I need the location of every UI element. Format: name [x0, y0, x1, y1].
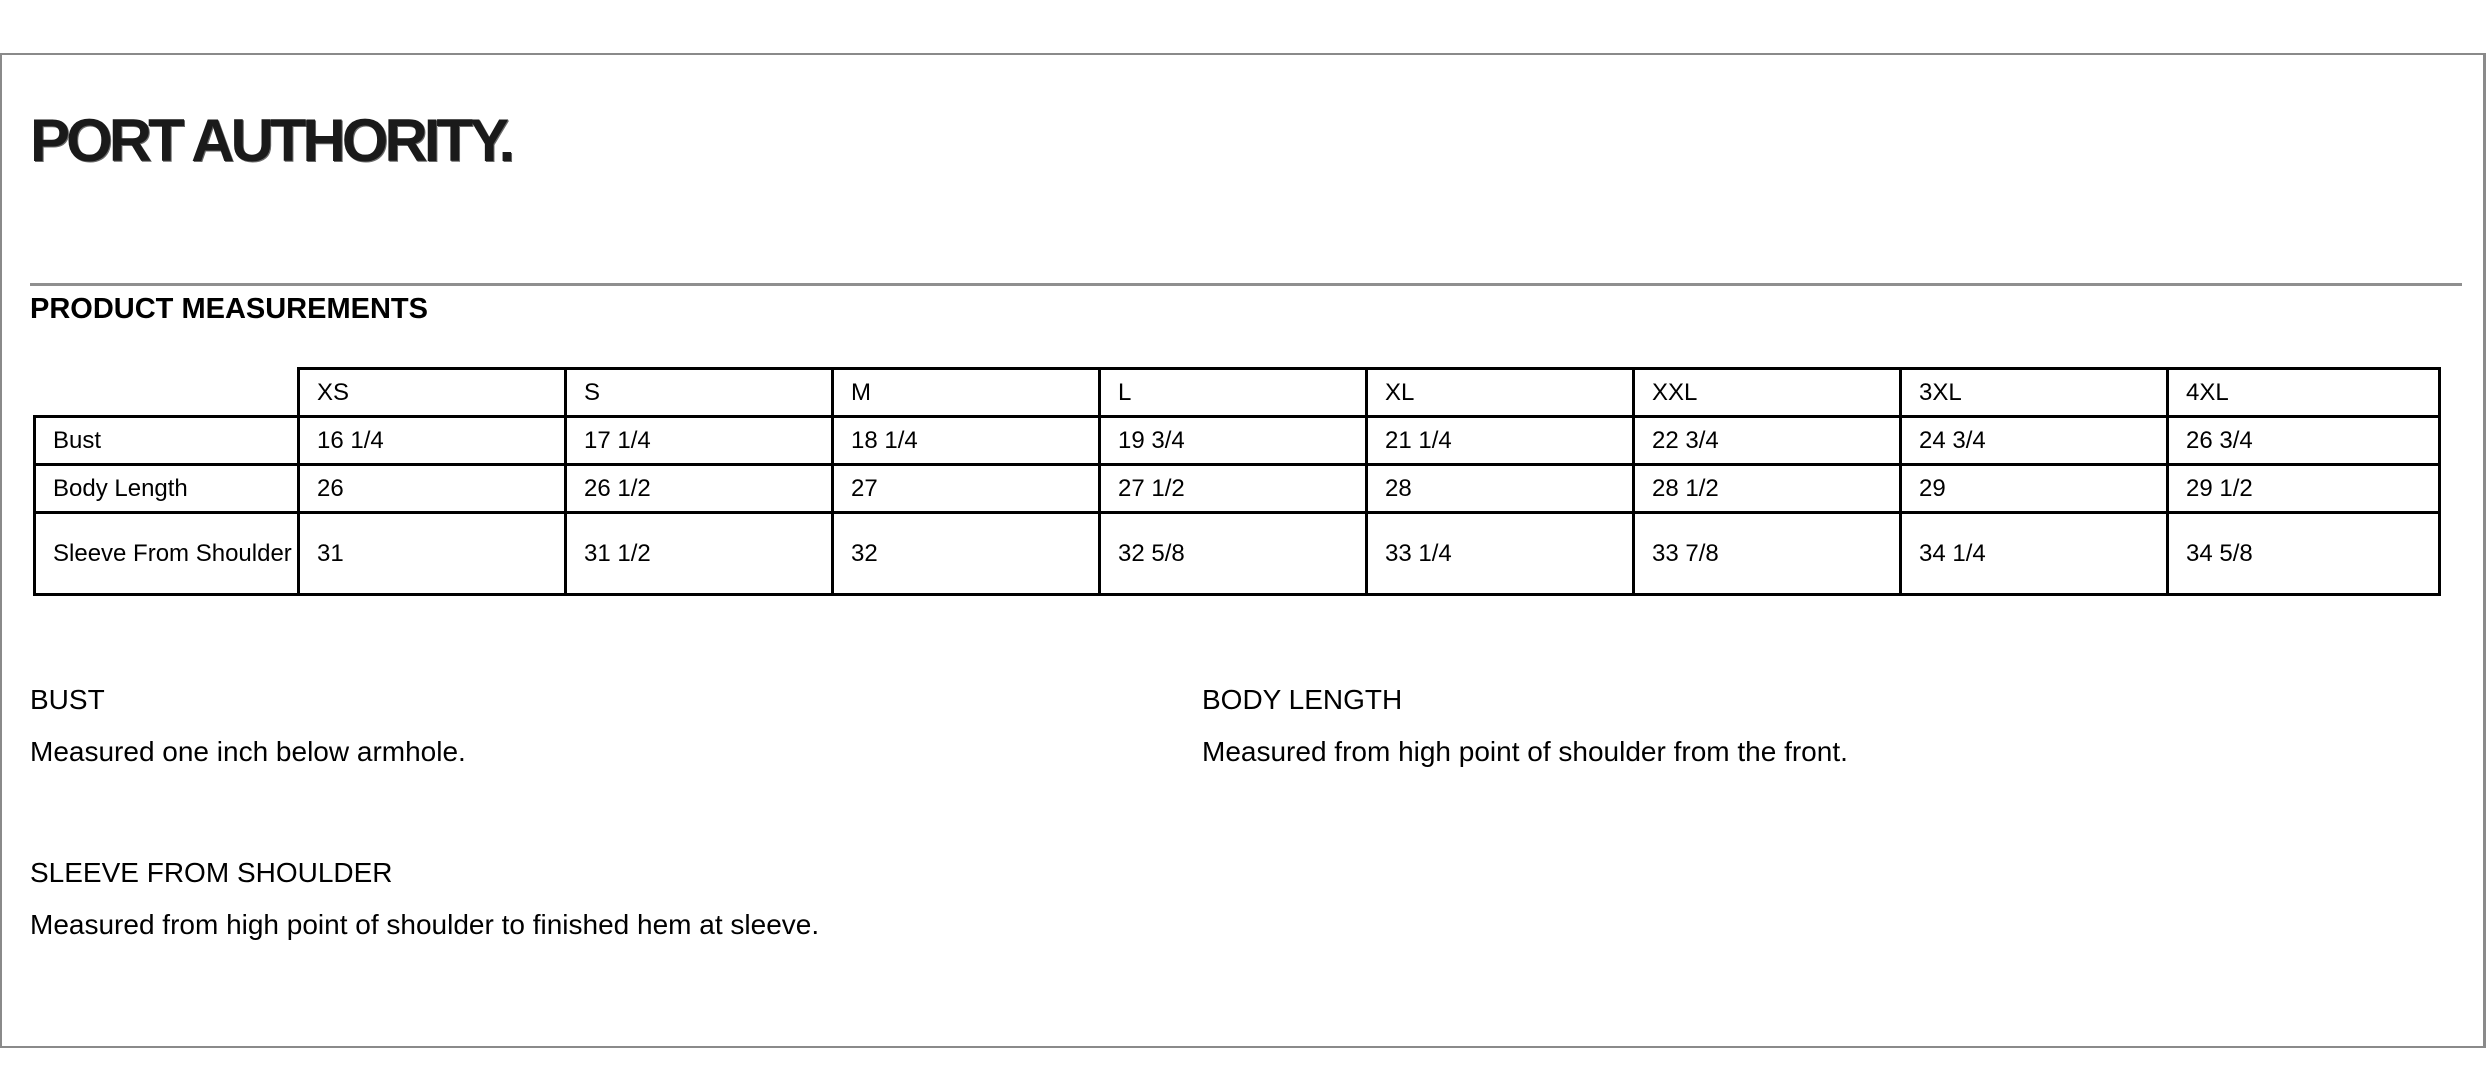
table-row	[35, 465, 2440, 513]
size-header-cell: S	[566, 369, 833, 417]
divider	[30, 283, 2462, 286]
size-header-cell: M	[833, 369, 1100, 417]
value-cell: 16 1/4	[299, 417, 566, 465]
value-cell: 34 1/4	[1901, 513, 2168, 595]
value-cell: 26 3/4	[2168, 417, 2440, 465]
value-cell: 27 1/2	[1100, 465, 1367, 513]
value-cell: 32	[833, 513, 1100, 595]
section-title: PRODUCT MEASUREMENTS	[30, 293, 428, 325]
measurements-table	[33, 367, 2441, 596]
value-cell: 27	[833, 465, 1100, 513]
table-row	[35, 417, 2440, 465]
body-length-definition-text: Measured from high point of shoulder from the front.	[1202, 736, 1848, 767]
value-cell: 33 7/8	[1634, 513, 1901, 595]
row-label-cell: Sleeve From Shoulder	[35, 513, 299, 595]
measurement-sheet	[0, 53, 2486, 1048]
value-cell: 26	[299, 465, 566, 513]
value-cell: 34 5/8	[2168, 513, 2440, 595]
row-label-cell: Body Length	[35, 465, 299, 513]
body-length-definition-title: BODY LENGTH	[1202, 684, 1403, 715]
value-cell: 22 3/4	[1634, 417, 1901, 465]
value-cell: 31	[299, 513, 566, 595]
size-header-cell: L	[1100, 369, 1367, 417]
sleeve-definition-title: SLEEVE FROM SHOULDER	[30, 857, 393, 888]
value-cell: 29 1/2	[2168, 465, 2440, 513]
brand-logo: PORT AUTHORITY.	[30, 107, 512, 174]
sleeve-definition-text: Measured from high point of shoulder to finished hem at sleeve.	[30, 909, 820, 940]
size-header-cell: 4XL	[2168, 369, 2440, 417]
value-cell: 29	[1901, 465, 2168, 513]
row-label-cell: Bust	[35, 417, 299, 465]
table-header-row	[35, 369, 2440, 417]
bust-definition-title: BUST	[30, 684, 105, 715]
table-row	[35, 513, 2440, 595]
value-cell: 21 1/4	[1367, 417, 1634, 465]
bust-definition-text: Measured one inch below armhole.	[30, 736, 466, 767]
value-cell: 18 1/4	[833, 417, 1100, 465]
value-cell: 28 1/2	[1634, 465, 1901, 513]
header-corner-cell	[35, 369, 299, 417]
value-cell: 33 1/4	[1367, 513, 1634, 595]
value-cell: 31 1/2	[566, 513, 833, 595]
value-cell: 26 1/2	[566, 465, 833, 513]
size-header-cell: XXL	[1634, 369, 1901, 417]
size-header-cell: 3XL	[1901, 369, 2168, 417]
value-cell: 24 3/4	[1901, 417, 2168, 465]
value-cell: 19 3/4	[1100, 417, 1367, 465]
value-cell: 32 5/8	[1100, 513, 1367, 595]
value-cell: 28	[1367, 465, 1634, 513]
size-header-cell: XS	[299, 369, 566, 417]
size-header-cell: XL	[1367, 369, 1634, 417]
value-cell: 17 1/4	[566, 417, 833, 465]
